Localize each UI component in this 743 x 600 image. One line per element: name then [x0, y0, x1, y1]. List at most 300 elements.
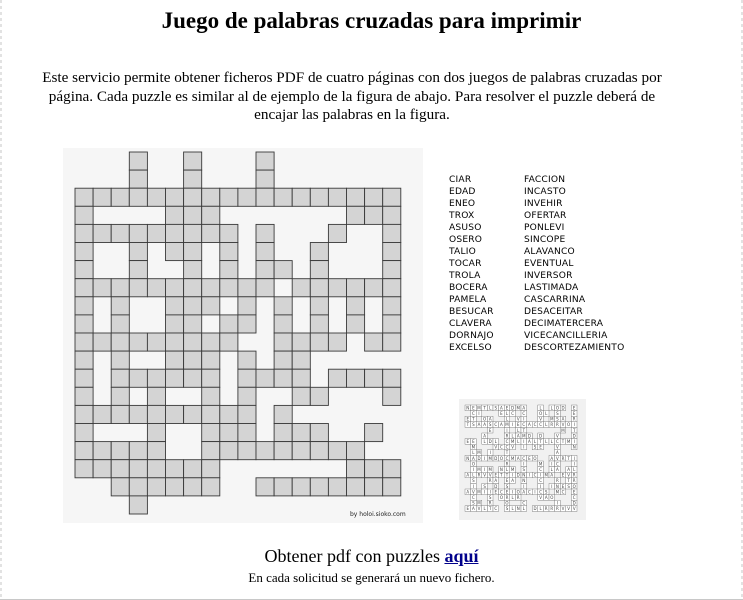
thumbnail-letter: I — [551, 461, 553, 467]
thumbnail-letter: A — [477, 422, 481, 428]
crossword-cell — [166, 243, 184, 261]
word-list-item: ASUSO — [449, 223, 482, 234]
crossword-cell — [365, 206, 383, 224]
thumbnail-letter: M — [544, 472, 548, 478]
crossword-cell — [365, 478, 383, 496]
crossword-cell — [129, 478, 147, 496]
thumbnail-letter: M — [510, 439, 515, 444]
thumbnail-letter: L — [522, 506, 525, 512]
crossword-cell — [129, 170, 147, 188]
crossword-cell — [129, 442, 147, 460]
crossword-cell — [383, 188, 401, 206]
thumbnail-letter: D — [533, 506, 537, 512]
thumbnail-letter: R — [488, 500, 492, 506]
crossword-cell — [220, 243, 238, 261]
thumbnail-letter: R — [556, 478, 559, 484]
crossword-cell — [220, 424, 238, 442]
thumbnail-letter: R — [572, 478, 576, 484]
thumbnail-letter: A — [528, 439, 531, 444]
thumbnail-letter: A — [522, 489, 526, 495]
crossword-cell — [310, 297, 328, 315]
word-list-item: ALAVANCO — [524, 247, 575, 258]
crossword-cell — [220, 315, 238, 333]
thumbnail-letter: N — [572, 444, 576, 450]
crossword-cell — [75, 405, 93, 423]
thumbnail-letter: E — [528, 455, 531, 461]
crossword-cell — [129, 224, 147, 242]
thumbnail-letter: C — [572, 495, 576, 500]
thumbnail-letter: A — [483, 433, 486, 439]
crossword-cell — [184, 478, 202, 496]
thumbnail-letter: T — [561, 439, 565, 444]
thumbnail-letter: L — [505, 467, 509, 472]
puzzle-credit: by holoi.sioko.com — [350, 511, 406, 518]
thumbnail-letter: T — [572, 427, 576, 433]
crossword-cell — [184, 188, 202, 206]
crossword-cell — [93, 224, 111, 242]
thumbnail-letter: V — [488, 472, 492, 478]
crossword-cell — [184, 405, 202, 423]
word-list-item: ENEO — [449, 199, 476, 210]
thumbnail-letter: M — [505, 422, 509, 428]
word-list-item: OFERTAR — [524, 211, 567, 222]
thumbnail-letter: R — [544, 506, 548, 512]
crossword-cell — [328, 333, 346, 351]
thumbnail-letter: O — [471, 461, 475, 467]
thumbnail-letter: R — [572, 472, 576, 478]
crossword-cell — [238, 442, 256, 460]
thumbnail-letter: L — [511, 506, 514, 512]
crossword-cell — [328, 188, 346, 206]
thumbnail-letter: M — [550, 416, 554, 422]
thumbnail-letter: M — [561, 427, 565, 433]
crossword-cell — [184, 279, 202, 297]
crossword-cell — [274, 188, 292, 206]
thumbnail-letter: N — [466, 405, 470, 411]
thumbnail-letter: C — [539, 422, 542, 428]
crossword-cell — [111, 297, 129, 315]
thumbnail-letter: C — [539, 478, 542, 484]
thumbnail-letter: I — [512, 422, 514, 428]
thumbnail-letter: D — [572, 500, 576, 506]
thumbnail-letter: M — [516, 405, 520, 411]
thumbnail-letter: L — [545, 439, 548, 444]
thumbnail-letter: C — [500, 444, 503, 450]
thumbnail-letter: A — [556, 467, 559, 472]
thumbnail-letter: C — [556, 439, 559, 444]
crossword-cell — [202, 460, 220, 478]
thumbnail-letter: L — [505, 411, 509, 416]
crossword-cell — [184, 369, 202, 387]
crossword-cell — [383, 315, 401, 333]
thumbnail-letter: V — [494, 444, 498, 450]
thumbnail-letter: D — [572, 433, 576, 439]
word-list-item: PAMELA — [449, 295, 487, 306]
thumbnail-letter: D — [494, 455, 498, 461]
thumbnail-letter: D — [527, 433, 531, 439]
crossword-cell — [111, 405, 129, 423]
thumbnail-letter: I — [523, 444, 525, 450]
crossword-cell — [147, 369, 165, 387]
crossword-cell — [202, 206, 220, 224]
crossword-cell — [111, 460, 129, 478]
thumbnail-letter: M — [477, 405, 481, 411]
word-list-item: CIAR — [449, 175, 472, 185]
thumbnail-letter: C — [533, 472, 537, 478]
thumbnail-letter: R — [516, 495, 520, 500]
crossword-cell — [184, 351, 202, 369]
crossword-cell — [129, 261, 147, 279]
crossword-cell — [292, 333, 310, 351]
thumbnail-letter: C — [522, 422, 526, 428]
thumbnail-letter: R — [505, 461, 509, 467]
thumbnail-letter: A — [488, 416, 492, 422]
crossword-cell — [184, 243, 202, 261]
thumbnail-letter: A — [556, 450, 559, 456]
crossword-cell — [383, 369, 401, 387]
crossword-cell — [202, 333, 220, 351]
crossword-cell — [111, 333, 129, 351]
thumbnail-letter: M — [555, 489, 560, 495]
solved-puzzle-grid — [459, 399, 586, 520]
thumbnail-letter: M — [488, 455, 492, 461]
crossword-cell — [202, 297, 220, 315]
thumbnail-letter: E — [561, 472, 565, 478]
crossword-cell — [166, 224, 184, 242]
word-list-item: SINCOPE — [524, 235, 566, 246]
crossword-cell — [347, 188, 365, 206]
crossword-cell — [383, 206, 401, 224]
thumbnail-letter: A — [511, 478, 514, 484]
crossword-cell — [256, 188, 274, 206]
download-cta — [0, 546, 743, 567]
word-list-item: DESACEITAR — [524, 307, 583, 318]
thumbnail-letter: M — [510, 467, 515, 472]
thumbnail-letter: S — [483, 483, 486, 489]
thumbnail-letter: O — [516, 489, 520, 495]
thumbnail-letter: M — [477, 489, 481, 495]
thumbnail-letter: I — [472, 467, 474, 472]
word-list-item: INVERSOR — [524, 271, 573, 282]
thumbnail-letter: V — [556, 433, 559, 439]
crossword-cell — [292, 478, 310, 496]
download-pdf-link[interactable]: aquí — [444, 546, 479, 566]
thumbnail-letter: A — [500, 422, 503, 428]
crossword-cell — [111, 351, 129, 369]
word-list-item: TROLA — [449, 271, 481, 282]
crossword-cell — [129, 496, 147, 514]
crossword-cell — [365, 279, 383, 297]
word-list-item: CLAVERA — [449, 319, 492, 330]
crossword-cell — [111, 442, 129, 460]
thumbnail-letter: I — [484, 455, 486, 461]
crossword-cell — [310, 188, 328, 206]
footer-note: En cada solicitud se generará un nuevo fichero. — [248, 570, 495, 585]
crossword-cell — [202, 405, 220, 423]
thumbnail-letter: R — [488, 478, 492, 484]
word-list-item: LASTIMADA — [524, 283, 579, 294]
crossword-cell — [147, 333, 165, 351]
crossword-cell — [184, 297, 202, 315]
crossword-cell — [129, 369, 147, 387]
crossword-cell — [347, 279, 365, 297]
crossword-cell — [147, 387, 165, 405]
thumbnail-letter: L — [550, 467, 553, 472]
thumbnail-letter: E — [494, 472, 498, 478]
thumbnail-letter: I — [528, 472, 530, 478]
crossword-cell — [166, 279, 184, 297]
thumbnail-letter: D — [511, 405, 515, 411]
crossword-cell — [93, 188, 111, 206]
thumbnail-letter: V — [561, 422, 565, 428]
thumbnail-letter: R — [550, 422, 554, 428]
thumbnail-letter: A — [567, 467, 570, 472]
crossword-cell — [292, 387, 310, 405]
thumbnail-letter: A — [472, 455, 475, 461]
crossword-cell — [220, 333, 238, 351]
crossword-cell — [147, 224, 165, 242]
thumbnail-letter: C — [539, 467, 542, 472]
crossword-cell — [184, 206, 202, 224]
thumbnail-letter: T — [567, 455, 570, 461]
crossword-cell — [238, 351, 256, 369]
crossword-cell — [129, 243, 147, 261]
thumbnail-letter: E — [516, 422, 520, 428]
thumbnail-letter: A — [561, 416, 565, 422]
crossword-cell — [75, 333, 93, 351]
crossword-cell — [166, 351, 184, 369]
crossword-cell — [111, 478, 129, 496]
crossword-cell — [166, 478, 184, 496]
crossword-cell — [365, 424, 383, 442]
crossword-cell — [365, 369, 383, 387]
thumbnail-letter: S — [522, 467, 526, 472]
crossword-cell — [274, 369, 292, 387]
crossword-cell — [129, 279, 147, 297]
thumbnail-letter: I — [506, 427, 508, 433]
thumbnail-letter: O — [572, 483, 576, 489]
crossword-cell — [256, 279, 274, 297]
crossword-cell — [274, 424, 292, 442]
crossword-cell — [202, 478, 220, 496]
thumbnail-letter: L — [517, 439, 520, 444]
thumbnail-letter: L — [511, 495, 514, 500]
thumbnail-letter: A — [466, 489, 470, 495]
crossword-cell — [111, 224, 129, 242]
crossword-cell — [310, 442, 328, 460]
thumbnail-letter: M — [477, 450, 481, 456]
crossword-cell — [238, 279, 256, 297]
thumbnail-letter: I — [484, 467, 486, 472]
thumbnail-letter: S — [505, 483, 509, 489]
thumbnail-letter: C — [539, 489, 542, 495]
thumbnail-letter: C — [494, 422, 498, 428]
crossword-cell — [202, 387, 220, 405]
thumbnail-letter: I — [540, 483, 542, 489]
thumbnail-letter: M — [488, 467, 492, 472]
word-list-item: INCASTO — [524, 187, 566, 198]
thumbnail-letter: I — [573, 455, 575, 461]
crossword-cell — [347, 442, 365, 460]
thumbnail-letter: E — [561, 483, 565, 489]
crossword-cell — [129, 152, 147, 170]
word-list-item: CASCARRINA — [524, 295, 586, 306]
thumbnail-letter: L — [517, 427, 520, 433]
crossword-cell — [256, 152, 274, 170]
thumbnail-letter: S — [544, 489, 548, 495]
thumbnail-letter: O — [483, 416, 487, 422]
crossword-cell — [147, 442, 165, 460]
thumbnail-letter: D — [516, 472, 520, 478]
thumbnail-letter: R — [505, 495, 509, 500]
crossword-cell — [383, 261, 401, 279]
thumbnail-letter: L — [505, 416, 509, 422]
crossword-cell — [238, 297, 256, 315]
thumbnail-letter: M — [510, 455, 515, 461]
cta-text: Obtener pdf con puzzles — [264, 546, 445, 566]
crossword-cell — [166, 333, 184, 351]
thumbnail-letter: A — [528, 422, 531, 428]
thumbnail-letter: M — [477, 500, 481, 506]
thumbnail-letter: R — [572, 416, 576, 422]
crossword-cell — [129, 405, 147, 423]
crossword-cell — [310, 424, 328, 442]
thumbnail-letter: O — [567, 422, 571, 428]
thumbnail-letter: E — [494, 489, 498, 495]
thumbnail-letter: O — [555, 405, 559, 411]
thumbnail-letter: S — [488, 495, 492, 500]
crossword-cell — [274, 478, 292, 496]
thumbnail-letter: T — [472, 416, 475, 422]
thumbnail-letter: C — [511, 411, 514, 416]
thumbnail-letter: S — [472, 500, 475, 506]
crossword-cell — [111, 315, 129, 333]
thumbnail-letter: I — [573, 439, 575, 444]
thumbnail-letter: C — [561, 489, 565, 495]
thumbnail-letter: A — [544, 495, 548, 500]
thumbnail-letter: E — [466, 506, 470, 512]
solved-puzzle-thumbnail — [459, 399, 586, 520]
thumbnail-letter: C — [472, 411, 475, 416]
crossword-cell — [256, 243, 274, 261]
crossword-cell — [274, 297, 292, 315]
thumbnail-letter: V — [556, 444, 559, 450]
crossword-cell — [292, 442, 310, 460]
thumbnail-letter: C — [528, 489, 531, 495]
thumbnail-letter: M — [566, 439, 571, 444]
crossword-cell — [220, 261, 238, 279]
crossword-cell — [328, 224, 346, 242]
thumbnail-letter: O — [499, 495, 503, 500]
thumbnail-letter: I — [523, 461, 525, 467]
crossword-cell — [365, 460, 383, 478]
thumbnail-letter: L — [545, 422, 548, 428]
thumbnail-letter: V — [539, 416, 542, 422]
crossword-cell — [93, 279, 111, 297]
crossword-cell — [147, 424, 165, 442]
thumbnail-letter: T — [500, 472, 503, 478]
crossword-cell — [111, 387, 129, 405]
thumbnail-letter: R — [561, 455, 565, 461]
thumbnail-letter: E — [572, 411, 576, 416]
thumbnail-letter: A — [516, 433, 520, 439]
crossword-cell — [238, 424, 256, 442]
thumbnail-letter: E — [572, 489, 576, 495]
thumbnail-letter: A — [483, 422, 486, 428]
crossword-cell — [111, 279, 129, 297]
thumbnail-letter: S — [505, 506, 509, 512]
crossword-cell — [147, 188, 165, 206]
thumbnail-letter: E — [500, 411, 503, 416]
thumbnail-letter: C — [472, 495, 475, 500]
crossword-cell — [347, 478, 365, 496]
thumbnail-letter: I — [512, 489, 514, 495]
thumbnail-letter: T — [466, 422, 470, 428]
thumbnail-letter: I — [523, 416, 525, 422]
thumbnail-letter: O — [499, 455, 503, 461]
thumbnail-letter: L — [489, 405, 492, 411]
thumbnail-letter: A — [472, 506, 475, 512]
crossword-cell — [274, 351, 292, 369]
crossword-cell — [292, 424, 310, 442]
crossword-cell — [383, 478, 401, 496]
crossword-cell — [202, 188, 220, 206]
crossword-cell — [310, 315, 328, 333]
thumbnail-letter: S — [494, 405, 498, 411]
crossword-cell — [75, 297, 93, 315]
word-list-item: TOCAR — [449, 259, 482, 270]
thumbnail-letter: T — [483, 405, 486, 411]
thumbnail-letter: M — [538, 461, 543, 467]
thumbnail-letter: E — [466, 416, 470, 422]
crossword-cell — [310, 478, 328, 496]
word-list-item: EXCELSO — [449, 343, 492, 354]
thumbnail-letter: L — [550, 405, 553, 411]
thumbnail-letter: I — [484, 489, 486, 495]
crossword-cell — [75, 442, 93, 460]
crossword-cell — [93, 333, 111, 351]
crossword-cell — [292, 188, 310, 206]
thumbnail-letter: V — [483, 472, 486, 478]
crossword-cell — [75, 424, 93, 442]
thumbnail-letter: N — [522, 478, 526, 484]
crossword-cell — [310, 261, 328, 279]
thumbnail-letter: S — [556, 411, 559, 416]
thumbnail-letter: C — [556, 461, 559, 467]
thumbnail-letter: N — [522, 472, 526, 478]
thumbnail-letter: L — [494, 439, 497, 444]
page-edge-left — [0, 0, 2, 600]
crossword-cell — [256, 170, 274, 188]
thumbnail-letter: I — [472, 483, 474, 489]
crossword-cell — [184, 333, 202, 351]
crossword-cell — [147, 478, 165, 496]
crossword-cell — [347, 297, 365, 315]
crossword-cell — [166, 188, 184, 206]
crossword-cell — [202, 369, 220, 387]
word-list-item: PONLEVI — [524, 223, 565, 234]
word-list-item: OSERO — [449, 235, 483, 246]
thumbnail-letter: I — [523, 483, 525, 489]
thumbnail-letter: M — [477, 467, 481, 472]
crossword-cell — [256, 224, 274, 242]
thumbnail-letter: T — [522, 427, 526, 433]
thumbnail-letter: E — [466, 439, 470, 444]
word-list-item: TALIO — [449, 247, 476, 258]
thumbnail-letter: V — [567, 472, 570, 478]
crossword-cell — [166, 460, 184, 478]
crossword-cell — [292, 369, 310, 387]
